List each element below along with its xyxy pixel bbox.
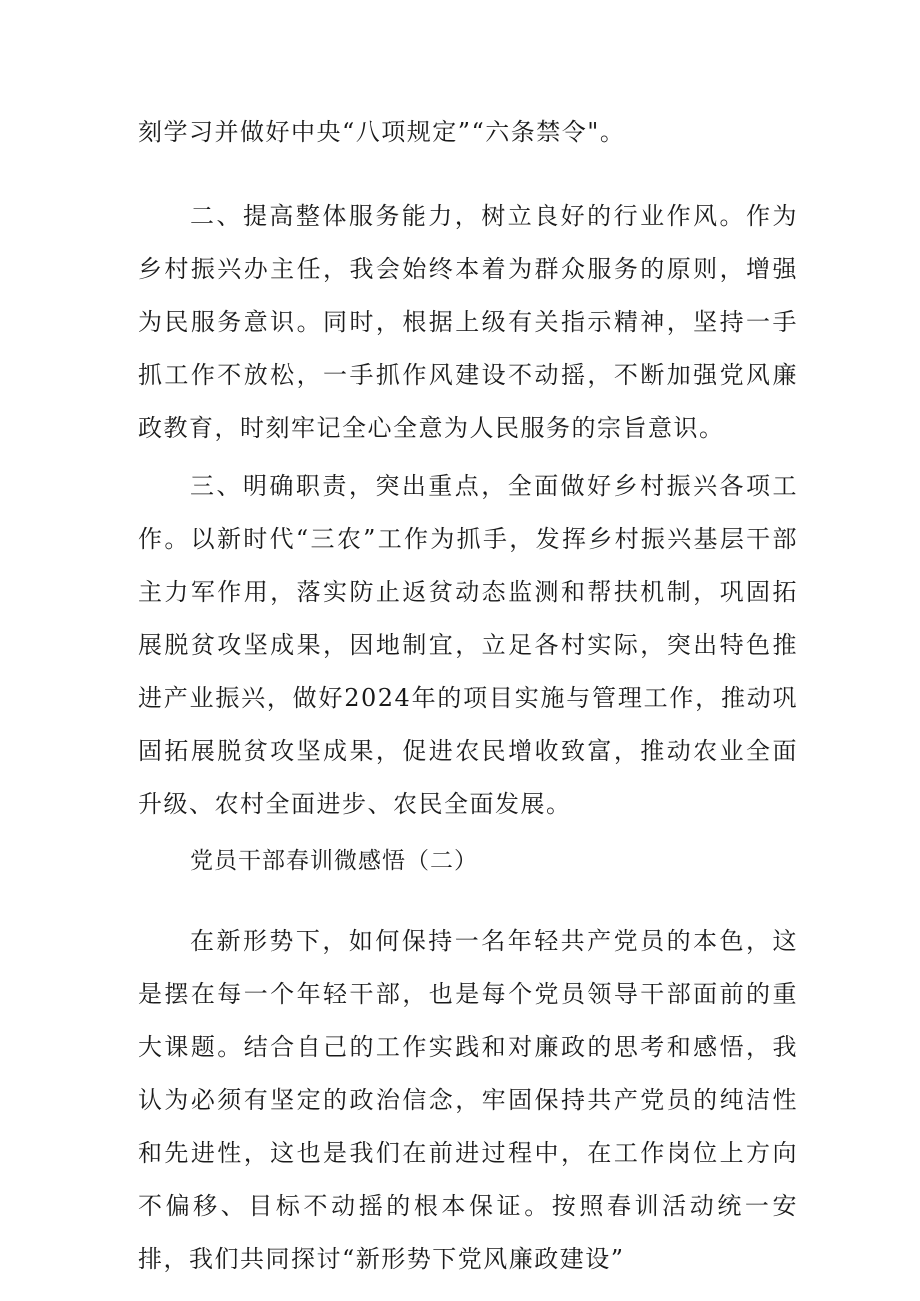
paragraph-reflection: 在新形势下，如何保持一名年轻共产党员的本色，这是摆在每一个年轻干部，也是每个党员领导干部面前的重大课题。结合自己的工作实践和对廉政的思考和感悟，我认为必须有坚定的政治信念，牢固保持共产党员的纯洁性和先进性，这也是我们在前进过程中，在工作岗位上方向不偏移、目标不动摇的根本保证。按照春训活动统一安排，我们共同探讨“新形势下党风廉政建设” — [138, 927, 798, 1273]
paragraph-section-two: 二、提高整体服务能力，树立良好的行业作风。作为乡村振兴办主任，我会始终本着为群众服务的原则，增强为民服务意识。同时，根据上级有关指示精神，坚持一手抓工作不放松，一手抓作风建设不动摇，不断加强党风廉政教育，时刻牢记全心全意为人民服务的宗旨意识。 — [138, 202, 798, 442]
section-heading: 党员干部春训微感悟（二） — [190, 848, 478, 874]
paragraph-section-three: 三、明确职责，突出重点，全面做好乡村振兴各项工作。以新时代“三农”工作为抓手，发挥乡村振兴基层干部主力军作用，落实防止返贫动态监测和帮扶机制，巩固拓展脱贫攻坚成果，因地制宜，立足各村实际，突出特色推进产业振兴，做好2024年的项目实施与管理工作，推动巩固拓展脱贫攻坚成果，促进农民增收致富，推动农业全面升级、农村全面进步、农民全面发展。 — [138, 472, 798, 818]
paragraph-continuation: 刻学习并做好中央“八项规定”“六条禁令"。 — [138, 118, 626, 146]
